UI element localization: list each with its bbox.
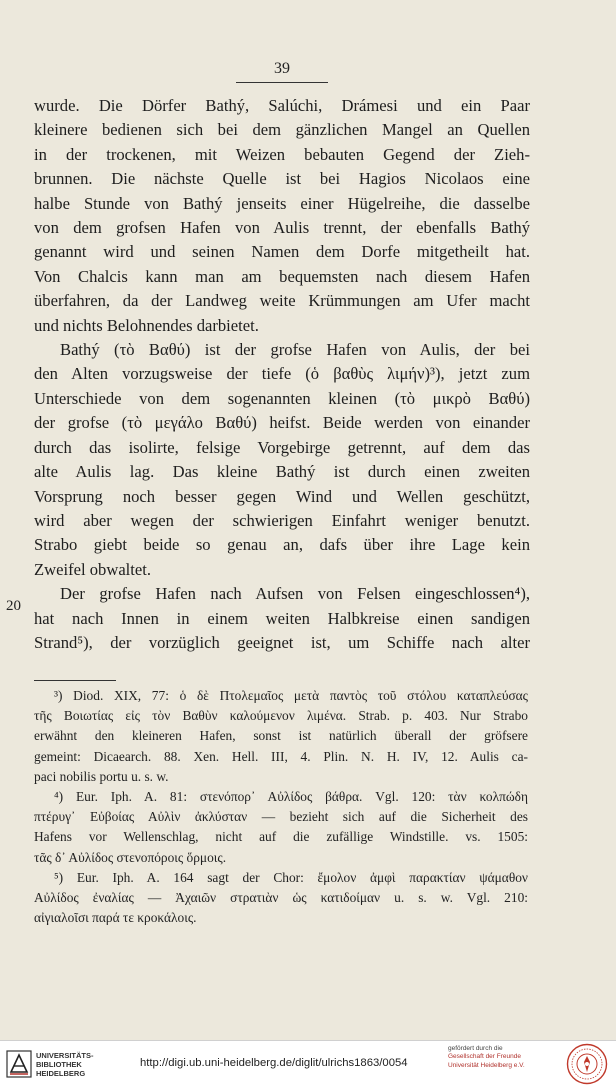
library-name (36, 1051, 116, 1078)
text-line: den Alten vorzugsweise der tiefe (ὁ βαθὺς λιμήν)³), jetzt zum (34, 364, 530, 384)
footnote-line: πτέρυγ᾽ Εὐβοίας Αὐλὶν ἀκλύσταν — bezieht sich auf die Sicherheit des (34, 809, 528, 825)
footnote-line: ⁵) Eur. Iph. A. 164 sagt der Chor: ἔμολον ἀμφὶ παρακτίαν ψάμαθον (54, 869, 528, 885)
text-line: alte Aulis lag. Das kleine Bathý ist durch einen zweiten (34, 462, 530, 482)
digitization-footer (0, 1040, 616, 1087)
text-line: Von Chalcis kann man am bequemsten nach diesem Hafen (34, 266, 530, 286)
text-line: überfahren, da der Landweg weite Krümmungen am Ufer macht (34, 291, 530, 311)
text-line: durch das isolirte, felsige Vorgebirge getrennt, auf dem das (34, 437, 530, 457)
permalink-url[interactable]: http://digi.ub.uni-heidelberg.de/diglit/ulrichs1863/0054 (140, 1057, 408, 1069)
library-name-line: BIBLIOTHEK (36, 1060, 82, 1069)
text-line: wurde. Die Dörfer Bathý, Salúchi, Drámesi und ein Paar (34, 96, 530, 115)
text-line: der grofse (τὸ μεγάλο Βαθύ) heifst. Beide werden von einander (34, 413, 530, 433)
university-seal-icon (566, 1043, 608, 1085)
footnote-line: erwähnt den kleineren Hafen, sonst ist natürlich überall der gröfsere (34, 728, 528, 744)
footnote-line: τᾶς δ᾽ Αὐλίδος στενοπόροις ὅρμοις. (34, 849, 227, 865)
text-line: Zweifel obwaltet. (34, 559, 152, 579)
footnotes (34, 686, 528, 928)
text-line: Der grofse Hafen nach Aufsen von Felsen eingeschlossen⁴), (60, 584, 530, 604)
footnote-line: gemeint: Dicaearch. 88. Xen. Hell. III, 4. Plin. N. H. IV, 12. Aulis ca- (34, 748, 528, 764)
sponsor-line: Gesellschaft der Freunde (448, 1053, 521, 1061)
text-line: halbe Stunde von Bathý jenseits einer Hügelreihe, die dasselbe (34, 193, 530, 213)
footnote-line: αἰγιαλοῖσι παρά τε κροκάλοις. (34, 910, 197, 926)
library-name-line: HEIDELBERG (36, 1069, 86, 1078)
text-line: brunnen. Die nächste Quelle ist bei Hagios Nicolaos eine (34, 169, 530, 189)
text-line: hat nach Innen in einem weiten Halbkreise einen sandigen (34, 608, 530, 628)
footnote-line: ³) Diod. XIX, 77: ὁ δὲ Πτολεμαῖος μετὰ παντὸς τοῦ στόλου καταπλεύσας (54, 688, 528, 703)
footnote-line: ⁴) Eur. Iph. A. 81: στενόπορ᾽ Αὐλίδος βάθρα. Vgl. 120: τὰν κολπώδη (54, 789, 528, 805)
text-line: kleinere bedienen sich bei dem gänzlichen Mangel an Quellen (34, 120, 530, 140)
header-rule (236, 82, 328, 83)
text-line: wird aber wegen der schwierigen Einfahrt weniger benutzt. (34, 510, 530, 530)
text-line: von dem grofsen Hafen von Aulis trennt, der ebenfalls Bathý (34, 218, 530, 238)
text-line: Vorsprung noch besser gegen Wind und Wellen geschützt, (34, 486, 530, 506)
text-line: Unterschiede von dem sogenannten kleinen (τὸ μικρὸ Βαθύ) (34, 388, 530, 408)
footnote-line: τῆς Βοιωτίας εἰς τὸν Βαθὺν καλούμενον λιμένα. Strab. p. 403. Nur Strabo (34, 708, 528, 724)
footnote-line: Hafens vor Wellenschlag, nicht auf die zufällige Windstille. vs. 1505: (34, 829, 528, 845)
margin-line-number: 20 (6, 598, 21, 614)
sponsor-line: Universität Heidelberg e.V. (448, 1061, 525, 1069)
sponsor-credit (448, 1045, 568, 1070)
sponsor-line: gefördert durch die (448, 1045, 503, 1052)
university-library-logo-icon (6, 1050, 32, 1078)
text-line: in der trockenen, mit Weizen bebauten Gegend der Zieh- (34, 144, 530, 164)
footnote-line: paci nobilis portu u. s. w. (34, 768, 169, 784)
footnote-line: Αὐλίδος ἐναλίας — Ἀχαιῶν στρατιὰν ὡς κατιδοίμαν u. s. w. Vgl. 210: (34, 890, 528, 906)
footnote-rule (34, 680, 116, 681)
text-line: Strabo giebt beide so genau an, dafs über ihre Lage kein (34, 535, 530, 555)
text-line: Strand⁵), der vorzüglich geeignet ist, um Schiffe nach alter (34, 632, 530, 652)
library-name-line: UNIVERSITÄTS- (36, 1051, 94, 1060)
text-line: und nichts Belohnendes darbietet. (34, 315, 259, 335)
page-number: 39 (274, 60, 290, 77)
text-line: Bathý (τὸ Βαθύ) ist der grofse Hafen von Aulis, der bei (60, 340, 530, 360)
body-text (34, 94, 530, 655)
text-line: genannt wird und seinen Namen dem Dorfe mitgetheilt hat. (34, 242, 530, 262)
